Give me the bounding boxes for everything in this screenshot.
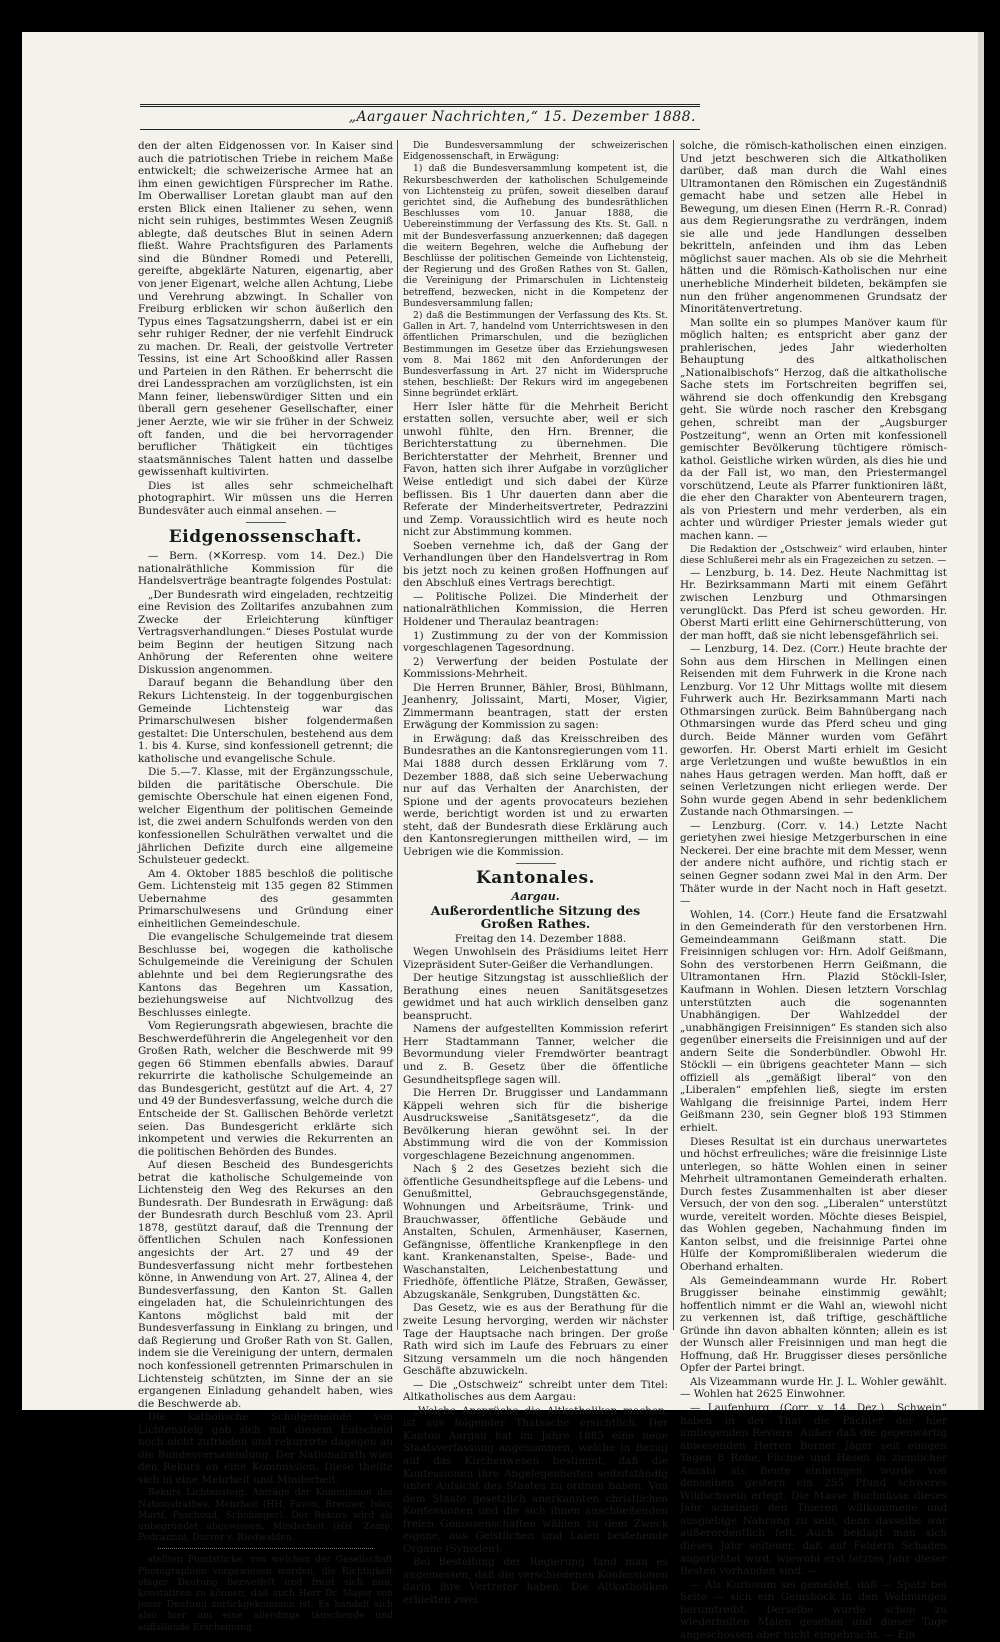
article-paragraph: Herr Isler hätte für die Mehrheit Bericht erstatten sollen, versuchte aber, weil er sich unwohl fühlte, den Hrn. Brenner, die Berichterstattung zu übernehmen. Die Berichterstatter der Mehrheit, Brenner und Favon, hatten sich ihrer Aufgabe in vorzüglicher Weise entledigt und sich dabei der Kürze beflissen. Bis 1 Uhr dauerten dann aber die Referate der Minderheitsvertreter, Pedrazzini und Zemp. Voraussichtlich wird es heute noch nicht zur Abstimmung kommen. (403, 400, 668, 539)
subheading-aargau: Aargau. (511, 889, 560, 903)
article-paragraph: stellten Fundstücke, von welchen der Gesellschaft Photographien vorgewiesen wurden, die Richtigkeit obiger Deutung bezweifelt und frent sich nun, konstatiren zu können, daß auch Herr Dr. Mayer von jener Deutung zurückgekommen ist. Es handelt sich also hier um eine allerdings täuschende und auffallende Erscheinung. (138, 1554, 393, 1633)
article-paragraph: 2) daß die Bestimmungen der Verfassung des Kts. St. Gallen in Art. 7, handelnd vom Unterrichtswesen in den öffentlichen Primarschulen, und die bezüglichen Bestimmungen im Gesetze über das Erziehungswesen vom 8. Mai 1862 mit den Anforderungen der Bundesverfassung in Art. 27 nicht im Widerspruche stehen, beschließt: Der Rekurs wird im angegebenen Sinne begründet erklärt. (403, 310, 668, 400)
article-paragraph: Darauf begann die Behandlung über den Rekurs Lichtensteig. In der toggenburgischen Gemeinde Lichtensteig war das Primarschulwesen bisher folgendermaßen gestaltet: Die Unterschulen, bestehend aus dem 1. bis 4. Kurse, sind konfessionell getrennt; die katholische und evangelische Schule. (138, 677, 393, 765)
article-paragraph: Dies ist alles sehr schmeichelhaft photographirt. Wir müssen uns die Herren Bundesväter auch einmal ansehen. — (138, 479, 393, 517)
masthead (140, 104, 700, 130)
article-paragraph: Am 4. Oktober 1885 beschloß die politische Gem. Lichtensteig mit 135 gegen 82 Stimmen Uebernahme des gesammten Primarschulwesens und Gründung einer einheitlichen Gemeindeschule. (138, 867, 393, 930)
masthead-title: „Aargauer Nachrichten,“ 15. Dezember 1888. (348, 109, 696, 125)
article-paragraph: — Lenzburg, b. 14. Dez. Heute Nachmittag ist Hr. Bezirksammann Marti mit einem Gefährt zwischen Lenzburg und Othmarsingen verunglückt. Das Pferd ist scheu geworden. Hr. Oberst Marti erlitt eine Gehirnerschütterung, von der man hofft, daß sie nicht lebensgefährlich sei. (680, 566, 947, 642)
column-rule (397, 140, 398, 1330)
section-heading-kantonales: Kantonales. (476, 868, 595, 889)
separator (516, 863, 556, 864)
article-paragraph: Auf diesen Bescheid des Bundesgerichts betrat die katholische Schulgemeinde von Lichtensteig den Weg des Rekurses an den Bundesrath. Der Bundesrath in Erwägung: daß der Bundesrath durch Beschluß vom 23. April 1878, gestützt darauf, daß die Trennung der öffentlichen Schulen nach Konfessionen angesichts der Art. 27 und 49 der Bundesverfassung nicht mehr fortbestehen könne, in Anwendung von Art. 27, Alinea 4, der Bundesverfassung, den Kanton St. Gallen eingeladen hat, die Schuleinrichtungen des Kantons möglichst bald mit der Bundesverfassung in Einklang zu bringen, und daß Regierung und Großer Rath von St. Gallen, indem sie die Vereinigung der untern, dermalen noch konfessionell getrennten Primarschulen in Lichtensteig schützten, im Sinne der an sie ergangenen Einladung gehandelt haben, wies die Beschwerde ab. (138, 1159, 393, 1410)
separator (246, 522, 286, 523)
article-paragraph: Die Herren Brunner, Bähler, Brosi, Bühlmann, Jeanhenry, Jolissaint, Marti, Moser, Vigier, Zimmermann beantragen, statt der ersten Erwägung der Kommission zu sagen: (403, 681, 668, 732)
article-paragraph: Soeben vernehme ich, daß der Gang der Verhandlungen über den Handelsvertrag in Rom bis jetzt noch zu keinen großen Hoffnungen auf den Abschluß eines Vertrags berechtigt. (403, 539, 668, 590)
article-paragraph: Als Gemeindeammann wurde Hr. Robert Bruggisser beinahe einstimmig gewählt; hoffentlich nimmt er die Wahl an, wiewohl nicht zu verkennen ist, daß triftige, geschäftliche Gründe ihn davon abhalten könnten; allein es ist der Wunsch aller Freisinnigen und man hegt die Hoffnung, daß Hr. Bruggisser dieses persönliche Opfer der Partei bringt. (680, 1274, 947, 1375)
article-paragraph: Die Herren Dr. Bruggisser und Landammann Käppeli wehren sich für die bisherige Ausdrucksweise „Sanitätsgesetz“, da die Bevölkerung hieran gewöhnt sei. In der Abstimmung wird die von der Kommission vorgeschlagene Bezeichnung angenommen. (403, 1087, 668, 1162)
article-paragraph: Wohlen, 14. (Corr.) Heute fand die Ersatzwahl in den Gemeinderath für den verstorbenen Hrn. Gemeindeammann Geißmann statt. Die Freisinnigen schlugen vor: Hrn. Adolf Geißmann, Sohn des verstorbenen Herrn Geißmann, die Ultramontanen Hrn. Plazid Stöckli-Isler, Kaufmann in Wohlen. Diesen letztern Vorschlag unterstützten auch die sogenannten Unabhängigen. Der Wahlzeddel der „unabhängigen Freisinnigen“ Es standen sich also gegenüber einerseits die Freisinnigen und auf der andern Seite die Sonderbündler. Obwohl Hr. Stöckli — ein übrigens geachteter Mann — sich offiziell als „gemäßigt liberal“ von den „Liberalen“ empfehlen ließ, siegte im ersten Wahlgang die freisinnige Partei, indem Herr Geißmann 230, sein Gegner bloß 193 Stimmen erhielt. (680, 908, 947, 1134)
article-paragraph: Die katholische Schulgemeinde von Lichtensteig gab sich mit diesem Entscheid noch nicht zufrieden und rekurrirte dagegen an die Bundesversammlung. Der Nationalrath wies den Rekurs an eine Kommission. Diese theilte sich in eine Mehrheit und Minderheit. (138, 1411, 393, 1486)
article-paragraph: „Der Bundesrath wird eingeladen, rechtzeitig eine Revision des Zolltarifes anzubahnen zum Zwecke der Erleichterung künftiger Vertragsverhandlungen.“ Dieses Postulat wurde beim Beginn der heutigen Sitzung nach Anhörung der Referenten ohne weitere Diskussion angenommen. (138, 588, 393, 676)
article-paragraph: Namens der aufgestellten Kommission referirt Herr Stadtammann Tanner, welcher die Bevormundung vieler Fremdwörter beantragt und z. B. Gesetz über die öffentliche Gesundheitspflege sagen will. (403, 1023, 668, 1086)
article-paragraph: Man sollte ein so plumpes Manöver kaum für möglich halten; es entspricht aber ganz der prahlerischen, jedes Jahr wiederholten Behauptung des altkatholischen „Nationalbischofs“ Herzog, daß die altkatholische Sache stets im Fortschreiten begriffen sei, während sie doch offenkundig den Krebsgang geht. Sie würde noch rascher den Krebsgang gehen, schreibt man der „Augsburger Postzeitung“, wenn an Orten mit konfessionell gemischter Bevölkerung tüchtigere römisch-kathol. Geistliche wirken würden, als dies hie und da der Fall ist, wo man, den Priestermangel vorschützend, Leute als Pfarrer funktioniren läßt, die eher den Charakter von Abenteurern tragen, als von Priestern und mehr verderben, als ein achter und würdiger Priester jemals wieder gut machen kann. — (680, 316, 947, 542)
column-3 (680, 140, 947, 1642)
article-dateline: Freitag den 14. Dezember 1888. (454, 932, 627, 945)
separator (158, 1548, 373, 1549)
article-paragraph: Bei Bestellung der Regierung fand man es angemessen, daß die verschiedenen Konfessionen darin ihre Vertreter haben. Die Altkatholiken erhielten zwei (403, 1556, 668, 1606)
article-paragraph: Das Gesetz, wie es aus der Berathung für die zweite Lesung hervorging, werden wir nächster Tage der Hauptsache nach bringen. Der große Rath wird sich im Laufe des Februars zu einer Sitzung versammeln um die noch hängenden Geschäfte abzuwickeln. (403, 1302, 668, 1378)
article-paragraph: — Lenzburg, 14. Dez. (Corr.) Heute brachte der Sohn aus dem Hirschen in Mellingen einen Reisenden mit dem Fuhrwerk in die Krone nach Lenzburg. Vor 12 Uhr Mittags wollte mit diesem Fuhrwerk auch Hr. Bezirksammann Marti nach Othmarsingen zurück. Beim Bahnübergang nach Othmarsingen wurde das Pferd scheu und ging durch. Beide Männer wurden vom Gefährt geworfen. Hr. Oberst Marti erhielt im Gesicht arge Verletzungen und wußte bewußtlos in ein nahes Haus getragen werden. Man hofft, daß er seinen Verletzungen nicht erliegen werde. Der Sohn wurde gegen Abend in sehr bedenklichem Zustande nach Othmarsingen. — (680, 643, 947, 819)
article-paragraph: in Erwägung: daß das Kreisschreiben des Bundesrathes an die Kantonsregierungen vom 11. Mai 1888 durch dessen Erklärung vom 7. Dezember 1888, daß sich seine Ueberwachung nur auf das Verhalten der Anarchisten, der Spione und der agents provocateurs beziehen werde, berichtigt worden ist und zu erwarten steht, daß der Bundesrath diese Erklärung auch den Kantonsregierungen mittheilen wird, — im Uebrigen wie die Kommission. (403, 732, 668, 858)
article-paragraph: — Laufenburg, (Corr. v. 14. Dez.) „Schwein“ haben in der That die Pächter der hier umliegenden Reviere. Außer daß die gegenwärtig anwesenden Herren Berner Jäger seit einigen Tagen 8 Rehe, Füchse und Hasen in ziemlicher Anzahl als Beute einbringen, wurde von denselben gestern ein 255 Pfund schweres Wildschwein erlegt. Die Masse Buchnüsse dieses Jahr scheinen den Thieren willkommene und ausgiebige Nahrung zu sein, denn dasselbe war außerordentlich fett. Auch beklagt man sich dieses Jahr seltener, daß auf Feldern Schaden angerichtet wird, wiewohl erst letztes Jahr dieser Besten vorhanden sind. — (680, 1402, 947, 1578)
article-headline: Außerordentliche Sitzung des Großen Rathes. (430, 903, 641, 931)
article-paragraph: — Politische Polizei. Die Minderheit der nationalräthlichen Kommission, die Herren Holdener und Theraulaz beantragen: (403, 590, 668, 628)
column-2 (403, 140, 668, 1608)
article-paragraph: — Bern. (✕Korresp. vom 14. Dez.) Die nationalräthliche Kommission für die Handelsverträge beantragte folgendes Postulat: (138, 549, 393, 588)
article-paragraph: Rekurs Lichtensteig. Anträge der Kommission des Nationalrathes. Mehrheit (HH. Favon, Brenner, Isler, Marti, Paschoud, Schobinger). Der Rekurs wird als unbegründet abgewiesen. Minderheit (HH. Zemp, Pedrazzini, Durrer v. Riedwalden. (138, 1487, 393, 1544)
article-paragraph: Dieses Resultat ist ein durchaus unerwartetes und höchst erfreuliches; wäre die freisinnige Liste unterlegen, so hätte Wohlen einen in seiner Mehrheit ultramontanen Gemeinderath erhalten. Durch festes Zusammenhalten ist aber dieser Versuch, der von den sog. „Liberalen“ unterstützt wurde, vereitelt worden. Möchte dieses Beispiel, das Wohlen gegeben, Nachahmung finden im Kanton selbst, und die freisinnige Partei ohne Hülfe der Kompromißliberalen wiederum die Oberhand erhalten. (680, 1135, 947, 1273)
article-paragraph: Die 5.—7. Klasse, mit der Ergänzungsschule, bilden die paritätische Oberschule. Die gemischte Oberschule hat einen eigenen Fond, welcher Eigenthum der politischen Gemeinde ist, die zwei andern Schulfonds werden von den konfessionellen Schulräthen verwaltet und die jährlichen Defizite durch eine allgemeine Schulsteuer gedeckt. (138, 766, 393, 867)
article-paragraph: — Lenzburg. (Corr. v. 14.) Letzte Nacht gerietyhen zwei hiesige Metzgerburschen in eine Neckerei. Der eine brachte mit dem Messer, wenn der andere nicht aufhöre, und richtig stach er seinen Gegner sodann zwei Mal in den Arm. Der Thäter wurde in der Nacht noch in Haft gesetzt. — (680, 819, 947, 908)
article-paragraph: Wegen Unwohlsein des Präsidiums leitet Herr Vizepräsident Suter-Geißer die Verhandlungen. (403, 946, 668, 971)
section-heading-eidgenossenschaft: Eidgenossenschaft. (168, 527, 363, 548)
article-paragraph: solche, die römisch-katholischen einen einzigen. Und jetzt beschweren sich die Altkatholiken darüber, daß man durch die Wahl eines Ultramontanen den Römischen ein Zugeständniß gemacht habe und setzen alle Hebel in Bewegung, um diesen Einen (Herrn R.-R. Conrad) aus dem Regierungsrathe zu verdrängen, indem sie alle und jede Handlungen desselben bekritteln, anfeinden und ihm das Leben möglichst sauer machen. Als ob sie die Mehrheit hätten und die Römisch-Katholischen nur eine unerhebliche Minderheit bildeten, bekämpfen sie nun den früher angenommenen Grundsatz der Minoritätenvertretung. (680, 140, 947, 316)
article-paragraph: „Welche Ansprüche die Altkatholiken machen, ist aus folgender Thatsache ersichtlich. Der Kanton Aargau hat im Jahre 1885 eine neue Staatsverfassung angenommen, welche in Bezug auf das Kirchenwesen bestimmt, daß die Konfessionen ihre Angelegenheiten selbstständig unter Aufsicht des Staates zu ordnen haben. Von dem Staate gesetzlich anerkannten christlichen Konfessionen und die sich ihnen anschließenden freien Genossenschaften wählen zu dem Zweck eigene, aus Geistlichen und Laien bestehende Organe (Synoden). (403, 1404, 668, 1555)
article-paragraph: Vom Regierungsrath abgewiesen, brachte die Beschwerdeführerin die Angelegenheit vor den Großen Rath, welcher die Beschwerde mit 99 gegen 66 Stimmen ebenfalls abwies. Darauf rekurrirte die katholische Schulgemeinde an das Bundesgericht, gestützt auf die Art. 4, 27 und 49 der Bundesverfassung, welche durch die Entscheide der St. Gallischen Behörde verletzt seien. Das Bundesgericht erklärte sich inkompetent und verwies die Rekurrenten an die politischen Behörden des Bundes. (138, 1020, 393, 1158)
article-paragraph: 1) daß die Bundesversammlung kompetent ist, die Rekursbeschwerden der katholischen Schulgemeinde von Lichtensteig zu prüfen, soweit dieselben darauf gerichtet sind, die Aufhebung des bundesräthlichen Beschlusses vom 10. Januar 1888, die Uebereinstimmung der Verfassung des Kts. St. Gall. n mit der Bundesverfassung anzuerkennen; daß dagegen die weitern Begehren, welche die Aufhebung der Beschlüsse der politischen Gemeinde von Lichtensteig, der Regierung und des Großen Rathes von St. Gallen, die Vereinigung der Primarschulen in Lichtensteig betreffend, bezwecken, nicht in die Kompetenz der Bundesversammlung fallen; (403, 163, 668, 309)
article-paragraph: 2) Verwerfung der beiden Postulate der Kommissions-Mehrheit. (403, 655, 668, 681)
article-paragraph: — Als Kuriosum sei gemeldet, daß — Spatz bei Seite — sich ein Gemsbock in den Wohnungen herumtreibt. Derselbe wurde schon zu wiederholten Malen gesehen und dieser Tage angeschossen aber nicht eingebracht. — Ein (680, 1578, 947, 1641)
article-paragraph: Nach § 2 des Gesetzes bezieht sich die öffentliche Gesundheitspflege auf die Lebens- und Genußmittel, Gebrauchsgegenstände, Wohnungen und Arbeitsräume, Trink- und Brauchwasser, öffentliche Gebäude und Anstalten, Schulen, Armenhäuser, Kasernen, Gefängnisse, öffentliche Krankenpflege in den kant. Krankenanstalten, Speise-, Bade- und Waschanstalten, Leichenbestattung und Friedhöfe, öffentliche Plätze, Straßen, Gewässer, Abzugskanäle, Senkgruben, Dungstätten &c. (403, 1163, 668, 1301)
column-1 (138, 140, 393, 1634)
article-paragraph: Als Vizeammann wurde Hr. J. L. Wohler gewählt. — Wohlen hat 2625 Einwohner. (680, 1375, 947, 1401)
column-rule (673, 140, 674, 1330)
article-paragraph: Die Redaktion der „Ostschweiz“ wird erlauben, hinter diese Schlußerei mehr als ein Fragezeichen zu setzen. — (680, 543, 947, 566)
article-paragraph: — Die „Ostschweiz“ schreibt unter dem Titel: Altkatholisches aus dem Aargau: (403, 1378, 668, 1404)
article-paragraph: Die Bundesversammlung der schweizerischen Eidgenossenschaft, in Erwägung: (403, 140, 668, 163)
article-paragraph: den der alten Eidgenossen vor. In Kaiser sind auch die patriotischen Triebe in reichem Maße entwickelt; die schweizerische Armee hat an ihm einen gewichtigen Fürsprecher im Rathe. Im Oberwalliser Loretan glaubt man auf den ersten Blick einen Italiener zu sehen, wenn nicht sein ruhiges, bestimmtes Wesen Zeugniß ablegte, daß deutsches Blut in seinen Adern fließt. Wahre Prachtsfiguren des Parlaments sind die Bündner Romedi und Peterelli, gereifte, abgeklärte Naturen, eigenartig, aber von jener Eigenart, welche allen Achtung, Liebe und Verehrung abzwingt. In Schaller von Freiburg erblicken wir schon äußerlich den Typus eines Tagsatzungsherrn, dabei ist er ein sehr ruhiger Redner, der nie verfehlt Eindruck zu machen. Dr. Reali, der geistvolle Vertreter Tessins, ist eine Art Schooßkind aller Rassen und Parteien in den Räthen. Er beherrscht die drei Landessprachen am vorzüglichsten, ist ein Mann feiner, liebenswürdiger Sitten und ein überall gern gesehener Gesellschafter, einer jener Aerzte, wie wir sie früher in der Schweiz oft fanden, und die bei hervorragender beruflicher Thätigkeit ein tüchtiges staatsmännisches Talent hatten und dasselbe gewissenhaft kultivirten. (138, 140, 393, 479)
article-paragraph: Die evangelische Schulgemeinde trat diesem Beschlusse bei, wogegen die katholische Schulgemeinde die Vereinigung der Schulen ablehnte und bei dem Regierungsrathe des Kantons das Begehren um Kassation, beziehungsweise auf Nichtvollzug des Beschlusses einlegte. (138, 931, 393, 1019)
article-paragraph: 1) Zustimmung zu der von der Kommission vorgeschlagenen Tagesordnung. (403, 629, 668, 655)
article-paragraph: Der heutige Sitzungstag ist ausschließlich der Berathung eines neuen Sanitätsgesetzes gewidmet und hat auch wirklich denselben ganz beansprucht. (403, 972, 668, 1022)
